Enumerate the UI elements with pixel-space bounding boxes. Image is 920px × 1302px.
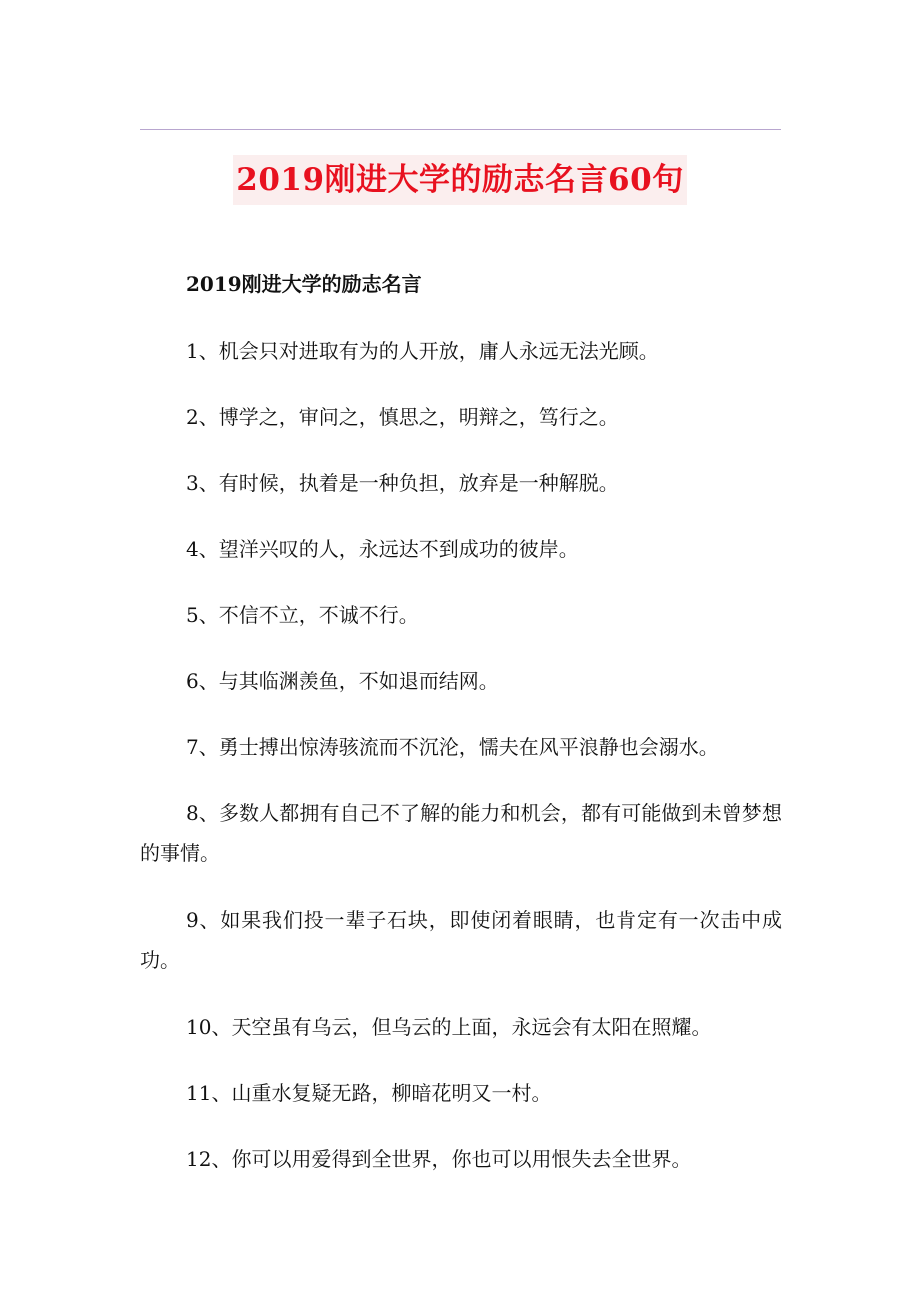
- quote-item: 9、如果我们投一辈子石块，即使闭着眼睛，也肯定有一次击中成功。: [140, 908, 782, 972]
- quote-item: 6、与其临渊羡鱼，不如退而结网。: [186, 669, 499, 693]
- quote-item: 1、机会只对进取有为的人开放，庸人永远无法光顾。: [186, 339, 659, 363]
- quote-item: 8、多数人都拥有自己不了解的能力和机会，都有可能做到未曾梦想的事情。: [140, 801, 782, 865]
- quote-item: 7、勇士搏出惊涛骇流而不沉沦，懦夫在风平浪静也会溺水。: [186, 735, 719, 759]
- quote-item: 11、山重水复疑无路，柳暗花明又一村。: [186, 1081, 552, 1105]
- quote-item: 10、天空虽有乌云，但乌云的上面，永远会有太阳在照耀。: [186, 1015, 712, 1039]
- quote-item: 4、望洋兴叹的人，永远达不到成功的彼岸。: [186, 537, 579, 561]
- quote-item: 2、博学之，审问之，慎思之，明辩之，笃行之。: [186, 405, 619, 429]
- quote-item: 5、不信不立，不诚不行。: [186, 603, 419, 627]
- quote-item: 3、有时候，执着是一种负担，放弃是一种解脱。: [186, 471, 619, 495]
- quote-item: 12、你可以用爱得到全世界，你也可以用恨失去全世界。: [186, 1147, 692, 1171]
- document-body: [140, 270, 782, 1211]
- title-container: [0, 155, 920, 205]
- section-subtitle: 2019刚进大学的励志名言: [186, 272, 422, 296]
- document-title: 2019刚进大学的励志名言60句: [233, 155, 686, 205]
- header-rule: [140, 129, 781, 130]
